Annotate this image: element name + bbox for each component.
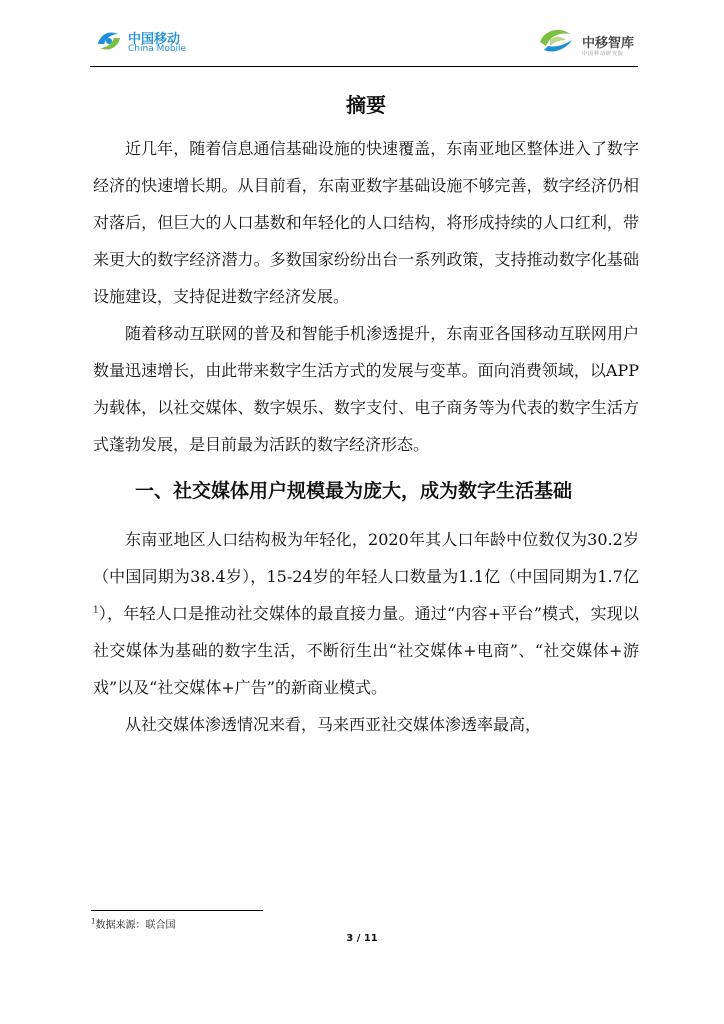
china-mobile-logo-en: China Mobile (128, 44, 187, 54)
footnote-marker: 1 (91, 917, 96, 926)
page-header (0, 0, 724, 68)
zhiku-logo-icon (536, 20, 576, 60)
abstract-paragraph-2: 随着移动互联网的普及和智能手机渗透提升，东南亚各国移动互联网用户数量迅速增长，由此带来数字生活方式的发展与变革。面向消费领域，以APP为载体，以社交媒体、数字娱乐、数字支付、电子商务等为代表的数字生活方式蓬勃发展，是目前最为活跃的数字经济形态。 (93, 324, 639, 454)
section1-paragraph-1 (93, 521, 639, 706)
footnote-reference[interactable]: 1 (93, 605, 99, 616)
section1-paragraph-1-start: 东南亚地区人口结构极为年轻化，2020年其人口年龄中位数仅为30.2岁（中国同期为38.4岁），15-24岁的年轻人口数量为1.1亿（中国同期为1.7亿 (93, 530, 639, 586)
page-body (93, 88, 639, 743)
footnote (91, 916, 175, 931)
zhiku-logo (536, 20, 686, 64)
china-mobile-logo-icon (94, 26, 124, 56)
section-heading-1: 一、社交媒体用户规模最为庞大，成为数字生活基础 (135, 480, 573, 502)
china-mobile-logo-cn: 中国移动 (128, 32, 181, 47)
zhiku-logo-sub: 中国移动研究院 (582, 51, 625, 57)
footnote-divider (91, 910, 263, 911)
footnote-text: 数据来源：联合国 (95, 920, 176, 931)
section1-paragraph-2: 从社交媒体渗透情况来看，马来西亚社交媒体渗透率最高， (125, 715, 542, 734)
china-mobile-logo (94, 26, 194, 62)
header-divider (90, 66, 638, 67)
section1-paragraph-1-end: ），年轻人口是推动社交媒体的最直接力量。通过“内容+平台”模式，实现以社交媒体为基础的数字生活，不断衍生出“社交媒体+电商”、“社交媒体+游戏”以及“社交媒体+广告”的新商业模式。 (93, 604, 639, 697)
page-title: 摘要 (346, 93, 386, 117)
abstract-paragraph-1: 近几年，随着信息通信基础设施的快速覆盖，东南亚地区整体进入了数字经济的快速增长期。从目前看，东南亚数字基础设施不够完善，数字经济仍相对落后，但巨大的人口基数和年轻化的人口结构，将形成持续的人口红利，带来更大的数字经济潜力。多数国家纷纷出台一系列政策，支持推动数字化基础设施建设，支持促进数字经济发展。 (93, 139, 639, 306)
zhiku-logo-cn: 中移智库 (582, 36, 635, 51)
page-number: 3 / 11 (346, 933, 378, 944)
